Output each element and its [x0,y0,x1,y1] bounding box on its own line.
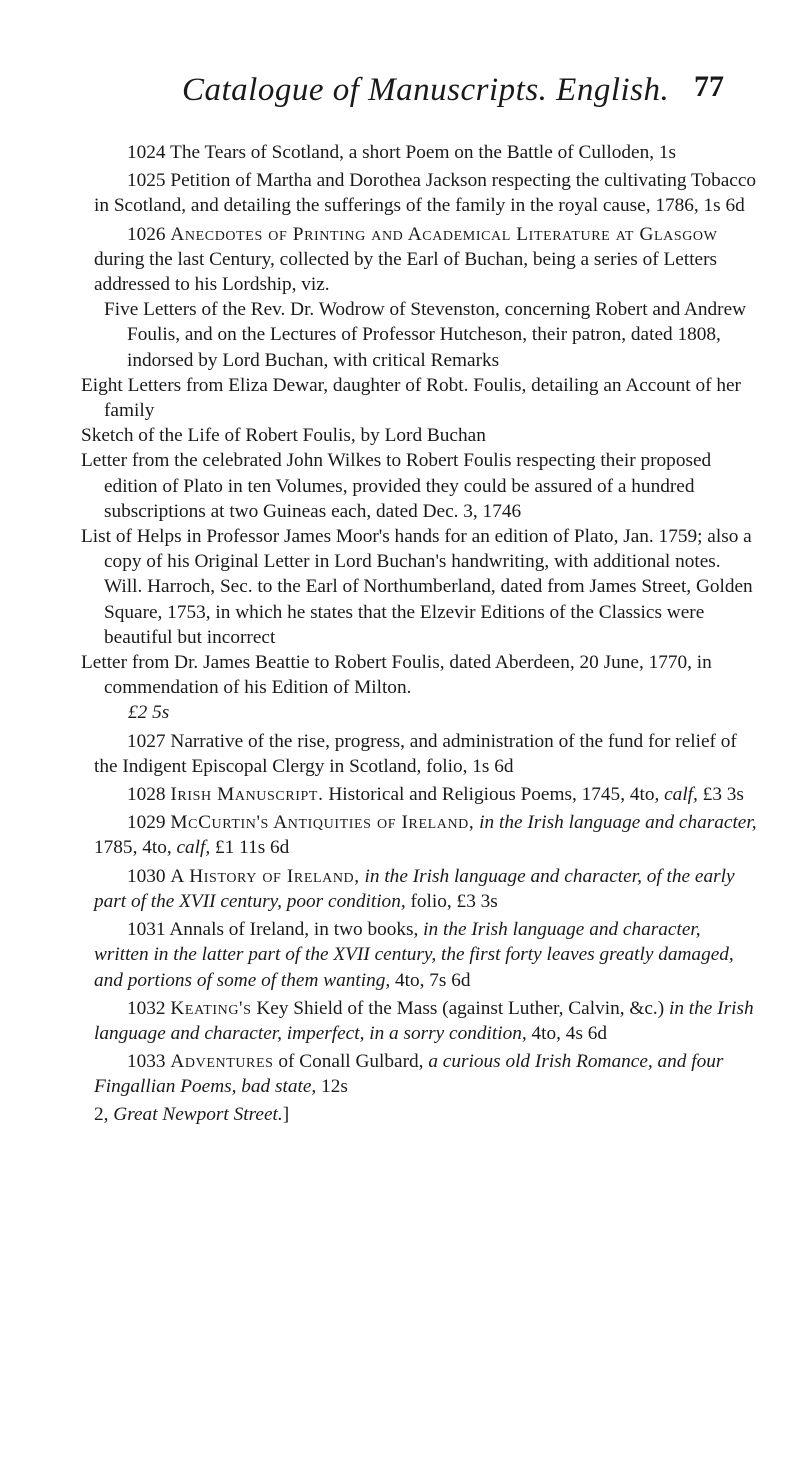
entry-1028 [94,782,759,807]
lot-number: 1028 [127,784,166,806]
entry-binding: calf, [176,837,211,859]
entry-heading: Keating's [170,997,252,1019]
imprint-prefix: 2, [94,1103,114,1125]
entry-description: in the Irish language and character, written in the latter part of the XVII century, the first forty leaves greatly damaged, and portions of some of them wanting, [94,919,734,991]
entry-1032 [94,996,759,1046]
lot-number: 1032 [127,997,166,1019]
entry-heading: A History of Ireland, [170,865,360,887]
entry-text: 1785, 4to, [94,837,177,859]
catalogue-body [81,140,759,1127]
letter-item: Eight Letters from Eliza Dewar, daughter of Robt. Foulis, detailing an Account of her family [81,374,741,422]
running-title: Catalogue of Manuscripts. English. [182,72,670,108]
entry-1031 [94,917,759,993]
entry-text: Narrative of the rise, progress, and administration of the fund for relief of the Indigent Episcopal Clergy in Scotland, folio, 1s 6d [94,730,737,777]
entry-1025 [94,168,759,218]
lot-number: 1031 [127,919,166,941]
entry-1030 [94,864,759,914]
lot-number: 1030 [127,865,166,887]
lot-number: 1029 [127,812,166,834]
entry-heading: Irish Manuscript. [170,784,324,806]
entry-text: Annals of Ireland, in two books, [169,919,424,941]
entry-price: 4to, 4s 6d [526,1022,608,1044]
entry-price: £3 3s [697,784,744,806]
imprint-footer [94,1102,759,1127]
entry-price: 4to, 7s 6d [390,969,471,991]
imprint-address: Great Newport Street. [113,1103,283,1125]
entry-price: £1 11s 6d [210,837,290,859]
entry-text: during the last Century, collected by the Earl of Buchan, being a series of Letters addressed to his Lordship, viz. [94,248,718,296]
entry-binding: calf, [664,784,698,806]
running-header [0,66,800,126]
entry-1029 [94,810,759,860]
entry-price: 12s [316,1076,348,1098]
entry-1026-intro [94,222,759,298]
entry-1027 [94,729,759,779]
lot-number: 1026 [127,223,166,245]
entry-1033 [94,1049,759,1099]
entry-heading: McCurtin's Antiquities of Ireland, [170,812,475,834]
lot-number: 1027 [127,730,166,752]
lot-number: 1033 [127,1051,166,1073]
lot-number: 1024 [127,142,166,163]
letter-item: Sketch of the Life of Robert Foulis, by Lord Buchan [81,425,486,447]
letter-item: List of Helps in Professor James Moor's hands for an edition of Plato, Jan. 1759; also a copy of his Original Letter in Lord Buchan's handwriting, with additional notes. Will. Harroch, Sec. to the Earl of Northumberland, dated from James Street, Golden Square, 1753, in which he states that the Elzevir Editions of the Classics were beautiful but incorrect [81,526,753,648]
entry-description: a curious old Irish Romance, and four Fingallian Poems, bad state, [94,1051,724,1098]
entry-price: £2 5s [128,702,170,724]
entry-text: of Conall Gulbard, [273,1051,429,1073]
entry-description: in the Irish language and character, of the early part of the XVII century, poor condition, [94,865,735,912]
page-number: 77 [694,70,724,103]
entry-text: Historical and Religious Poems, 1745, 4to, [323,784,665,806]
imprint-suffix: ] [282,1103,290,1125]
entry-text: Key Shield of the Mass (against Luther, Calvin, &c.) [251,997,669,1019]
entry-1026 [81,222,759,726]
entry-text: Petition of Martha and Dorothea Jackson respecting the cultivating Tobacco in Scotland, and detailing the sufferings of the family in the royal cause, 1786, 1s 6d [94,170,757,217]
letter-item: Letter from Dr. James Beattie to Robert Foulis, dated Aberdeen, 20 June, 1770, in commendation of his Edition of Milton. [81,652,712,699]
letter-item: Letter from the celebrated John Wilkes to Robert Foulis respecting their proposed edition of Plato in ten Volumes, provided they could be assured of a hundred subscriptions at two Guineas each, dated Dec. 3, 1746 [81,450,712,522]
entry-description: in the Irish language and character, [474,812,757,834]
entry-price: folio, £3 3s [405,890,498,912]
letter-item: Five Letters of the Rev. Dr. Wodrow of Stevenston, concerning Robert and Andrew Foulis, and on the Lectures of Professor Hutcheson, their patron, dated 1808, indorsed by Lord Buchan, with critical Remarks [104,299,747,371]
entry-heading: Anecdotes of Printing and Academical Literature at Glasgow [170,223,718,245]
entry-text: The Tears of Scotland, a short Poem on the Battle of Culloden, 1s [170,142,676,163]
entry-1024 [94,140,759,165]
entry-description: in the Irish language and character, imperfect, in a sorry condition, [94,997,754,1044]
lot-number: 1025 [127,170,166,192]
entry-heading: Adventures [170,1051,274,1073]
letter-list [81,297,759,700]
